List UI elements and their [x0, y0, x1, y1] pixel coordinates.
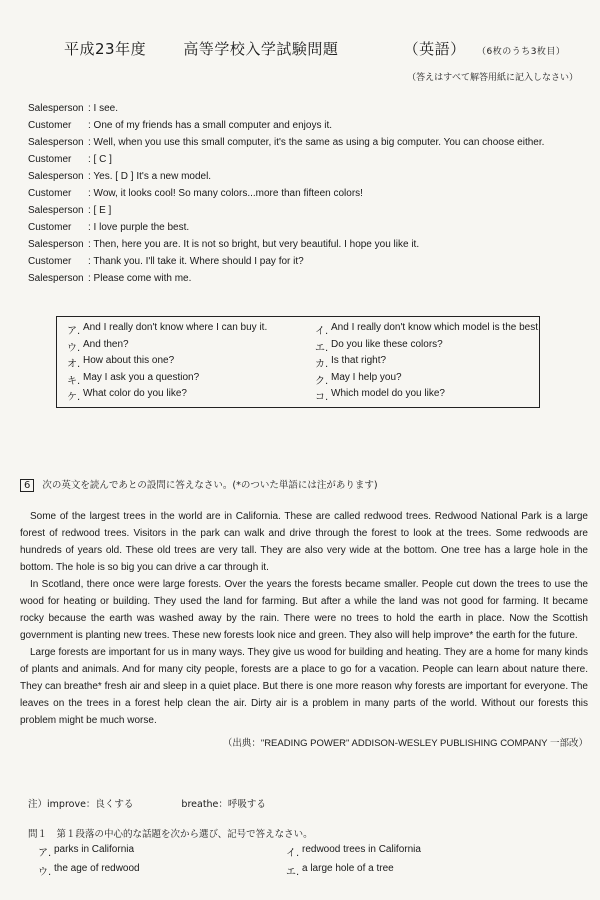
- choice-text: Is that right?: [331, 355, 387, 366]
- option-mark: イ.: [286, 848, 300, 859]
- notes-label: 注）: [28, 799, 48, 810]
- dialogue-row: [28, 253, 588, 270]
- page-count: （6枚のうち3枚目）: [476, 47, 566, 57]
- paragraph-3: Large forests are important for us in many ways. They give us wood for building and heating. They are a home for many kinds of plants and animals. And for many city people, forests are a place to go for a vacation. People can learn about nature there. They can breathe* fresh air and sleep in a quiet place. But there is one more reason why forests are important for everyone. The leaves on the trees in a forest help clean the air. Dirty air is a problem in many parts of the world. Without our forests this problem might be much worse.: [20, 647, 588, 726]
- section-instruction: 次の英文を読んであとの設問に答えなさい。(*のついた単語には注があります): [42, 480, 378, 491]
- speaker: Salesperson: [28, 205, 84, 216]
- option-mark: エ.: [286, 867, 300, 878]
- speaker: Customer: [28, 256, 72, 267]
- section-number: 6: [20, 479, 34, 492]
- speaker: Salesperson: [28, 103, 84, 114]
- option-item: [286, 844, 558, 863]
- choice-mark: ケ.: [67, 392, 81, 403]
- option-item: [38, 863, 286, 882]
- choice-mark: オ.: [67, 359, 81, 370]
- choice-text: How about this one?: [83, 355, 175, 366]
- option-mark: ウ.: [38, 867, 52, 878]
- option-text: the age of redwood: [54, 863, 140, 874]
- line: : Yes. [ D ] It's a new model.: [88, 171, 212, 182]
- speaker: Salesperson: [28, 137, 84, 148]
- line: : Wow, it looks cool! So many colors...more than fifteen colors!: [88, 188, 363, 199]
- speaker: Customer: [28, 154, 72, 165]
- dialogue-row: [28, 100, 588, 117]
- question-1: 問１ 第１段落の中心的な話題を次から選び、記号で答えなさい。: [28, 829, 313, 840]
- choice-item: [67, 322, 315, 339]
- choice-text: And I really don't know which model is the best.: [331, 322, 541, 333]
- option-text: a large hole of a tree: [302, 863, 394, 874]
- speaker: Salesperson: [28, 171, 84, 182]
- line: : One of my friends has a small computer and enjoys it.: [88, 120, 332, 131]
- option-mark: ア.: [38, 848, 52, 859]
- speaker: Customer: [28, 120, 72, 131]
- dialogue-row: [28, 185, 588, 202]
- source-citation: （出典："READING POWER" ADDISON-WESLEY PUBLISHING COMPANY 一部改）: [222, 738, 588, 749]
- line: : [ E ]: [88, 205, 112, 216]
- choice-item: [315, 388, 541, 405]
- choice-text: What color do you like?: [83, 388, 187, 399]
- choice-text: And then?: [83, 338, 129, 350]
- dialogue-row: [28, 168, 588, 185]
- speaker: Salesperson: [28, 273, 84, 284]
- note-improve: improve：良くする: [47, 799, 134, 810]
- line: : Then, here you are. It is not so bright, but very beautiful. I hope you like it.: [88, 239, 420, 250]
- choice-text: Which model do you like?: [331, 388, 445, 399]
- answer-note: （答えはすべて解答用紙に記入しなさい）: [407, 73, 578, 83]
- dialogue-row: [28, 270, 588, 287]
- option-text: redwood trees in California: [302, 844, 421, 855]
- speaker: Customer: [28, 222, 72, 233]
- choice-mark: ウ.: [67, 342, 81, 354]
- dialogue: [28, 100, 588, 287]
- choice-item: [315, 322, 541, 339]
- speaker: Customer: [28, 188, 72, 199]
- exam-year: 平成23年度: [64, 40, 147, 58]
- choice-mark: ク.: [315, 375, 329, 387]
- choice-item: [315, 372, 541, 389]
- line: : I love purple the best.: [88, 222, 190, 233]
- dialogue-row: [28, 202, 588, 219]
- choice-item: [67, 388, 315, 405]
- dialogue-row: [28, 151, 588, 168]
- line: : I see.: [88, 103, 119, 114]
- choice-item: [67, 355, 315, 372]
- choice-text: And I really don't know where I can buy it.: [83, 322, 268, 333]
- vocabulary-notes: [28, 796, 266, 810]
- choice-mark: キ.: [67, 375, 81, 387]
- line: : Please come with me.: [88, 273, 192, 284]
- exam-title: 高等学校入学試験問題: [183, 40, 339, 58]
- choice-text: Do you like these colors?: [331, 338, 443, 350]
- choice-item: [67, 339, 315, 356]
- choice-mark: ア.: [67, 326, 81, 337]
- line: : [ C ]: [88, 154, 112, 165]
- choice-mark: コ.: [315, 392, 329, 403]
- note-breathe: breathe：呼吸する: [181, 799, 266, 810]
- speaker: Salesperson: [28, 239, 84, 250]
- option-item: [38, 844, 286, 863]
- paragraph-2: In Scotland, there once were large forests. Over the years the forests became smaller. People cut down the trees to use the wood for heating or building. They used the land for farming. But after a while the land was not good for farming. It became rocky because the earth was washed away by the rain. There were no trees to hold the earth in place. Now the Scottish government is planting new trees. These new forests look nice and green. They also will help improve* the earth for the future.: [20, 579, 588, 641]
- choice-text: May I ask you a question?: [83, 371, 200, 383]
- question-1-options: [38, 844, 558, 882]
- choice-item: [67, 372, 315, 389]
- choice-text: May I help you?: [331, 371, 402, 383]
- option-text: parks in California: [54, 844, 135, 855]
- paragraph-1: Some of the largest trees in the world are in California. These are called redwood trees. Redwood National Park is a large forest of redwood trees. Visitors in the park can walk and drive through the forest to look at the trees. Some redwoods are hundreds of years old. These old trees are very tall. They are also very wide at the bottom. One tree has a large hole in the bottom. The hole is so big you can drive a car through it.: [20, 511, 588, 573]
- dialogue-row: [28, 134, 588, 151]
- option-item: [286, 863, 558, 882]
- choice-mark: エ.: [315, 342, 329, 354]
- line: : Thank you. I'll take it. Where should I pay for it?: [88, 256, 304, 267]
- choice-mark: カ.: [315, 359, 329, 370]
- choice-item: [315, 339, 541, 356]
- section-6-heading: [20, 477, 378, 492]
- choice-mark: イ.: [315, 326, 329, 337]
- line: : Well, when you use this small computer, it's the same as using a big computer. You can choose either.: [88, 137, 545, 148]
- choices-box: [56, 316, 540, 408]
- reading-passage: [20, 508, 588, 752]
- choice-item: [315, 355, 541, 372]
- dialogue-row: [28, 236, 588, 253]
- dialogue-row: [28, 117, 588, 134]
- exam-header: [64, 38, 565, 59]
- exam-subject: （英語）: [403, 40, 466, 58]
- dialogue-row: [28, 219, 588, 236]
